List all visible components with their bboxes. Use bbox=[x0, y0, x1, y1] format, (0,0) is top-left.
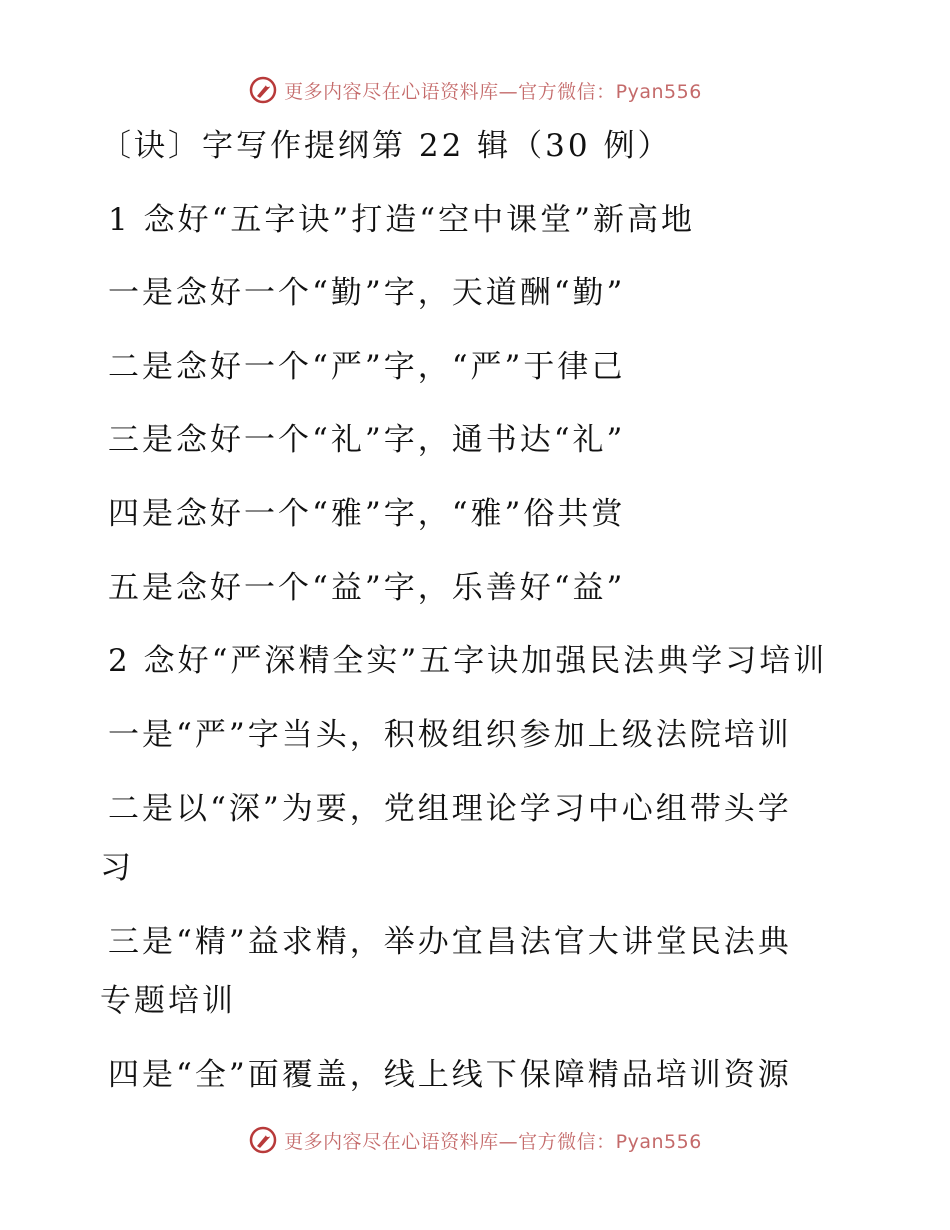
line-8: 一是“严”字当头，积极组织参加上级法院培训 bbox=[108, 717, 792, 753]
line-7: 2 念好“严深精全实”五字诀加强民法典学习培训 bbox=[108, 643, 828, 679]
banner-text: 更多内容尽在心语资料库—官方微信：Pyan556 bbox=[284, 80, 702, 103]
line-1: 1 念好“五字诀”打造“空中课堂”新高地 bbox=[108, 202, 695, 238]
line-6: 五是念好一个“益”字，乐善好“益” bbox=[108, 570, 626, 606]
line-9-continued: 习 bbox=[100, 850, 134, 886]
line-5: 四是念好一个“雅”字，“雅”俗共赏 bbox=[108, 496, 626, 532]
line-10: 三是“精”益求精，举办宜昌法官大讲堂民法典 bbox=[108, 924, 792, 960]
line-3: 二是念好一个“严”字，“严”于律己 bbox=[108, 349, 626, 385]
banner-text: 更多内容尽在心语资料库—官方微信：Pyan556 bbox=[284, 1130, 702, 1153]
footer-banner bbox=[0, 1120, 950, 1160]
line-9: 二是以“深”为要，党组理论学习中心组带头学 bbox=[108, 791, 792, 827]
line-11: 四是“全”面覆盖，线上线下保障精品培训资源 bbox=[108, 1057, 792, 1093]
pen-nib-logo-icon bbox=[248, 1125, 278, 1155]
line-4: 三是念好一个“礼”字，通书达“礼” bbox=[108, 422, 626, 458]
line-2: 一是念好一个“勤”字，天道酬“勤” bbox=[108, 275, 626, 311]
line-10-continued: 专题培训 bbox=[100, 983, 236, 1019]
document-title: 〔诀〕字写作提纲第 22 辑（30 例） bbox=[100, 128, 672, 164]
